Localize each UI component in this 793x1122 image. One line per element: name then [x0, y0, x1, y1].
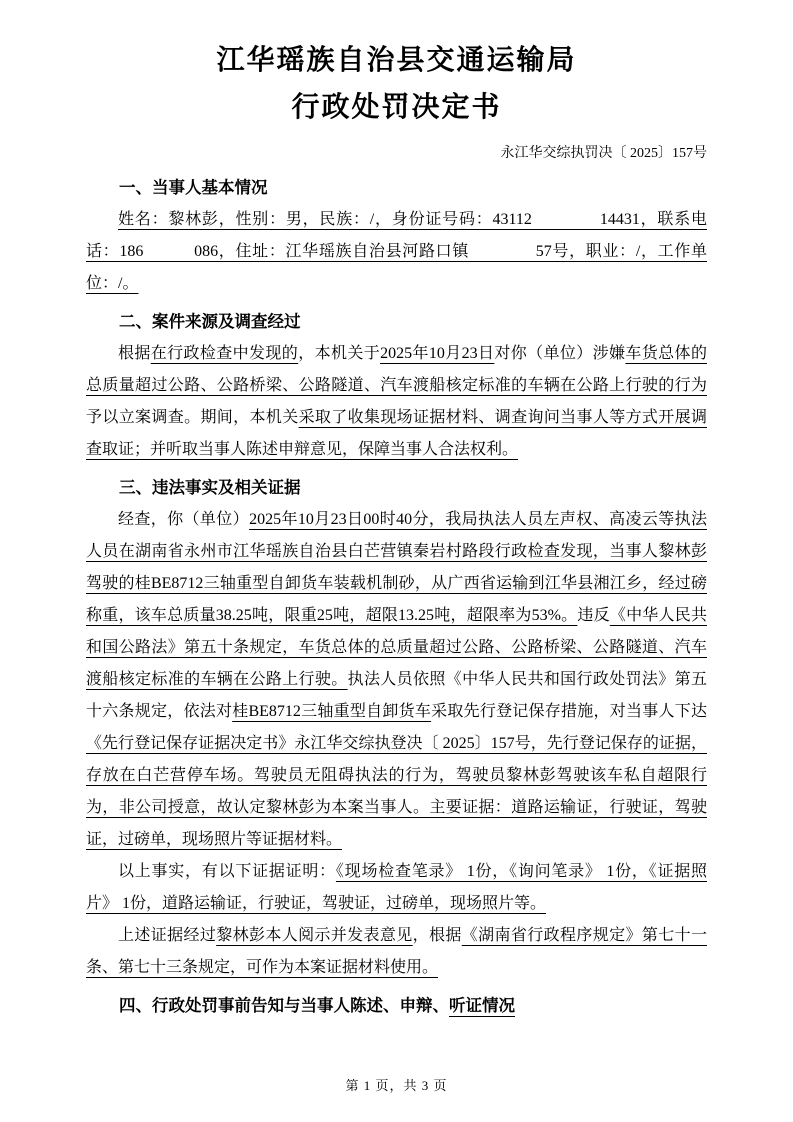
facts-paragraph	[86, 504, 707, 856]
document-title-line2: 行政处罚决定书	[291, 91, 502, 122]
evidence-list-paragraph	[86, 856, 707, 920]
template-text: ，本机关于	[298, 345, 381, 362]
section-facts-evidence	[86, 472, 707, 984]
filled-in-text: 桂BE8712三轴重型自卸货车	[232, 703, 432, 720]
filled-in-text: 姓名：黎林彭，性别：男，民族：/，身份证号码：43112 14431，联系电话：186 086，住址：江华瑶族自治县河路口镇 57号，职业：/，工作单位：/。	[86, 211, 707, 292]
evidence-review-paragraph	[86, 920, 707, 984]
template-text: 采取先行登记保存措施，对当事人下达	[431, 703, 707, 720]
section-2-heading	[86, 306, 707, 338]
template-text: 违反	[577, 607, 610, 624]
filled-in-text: 2025年10月23日	[380, 345, 495, 362]
template-text: 根据	[118, 345, 151, 362]
template-text: 经查，你（单位）	[118, 511, 250, 528]
template-text: 予以立案调查。期间，本机关	[86, 409, 299, 426]
section-1-heading	[86, 172, 707, 204]
filled-in-text: 在行政检查中发现的	[150, 345, 299, 362]
case-source-paragraph	[86, 338, 707, 466]
filled-in-text: 《中华人民共和国公路法》第五十条规定，车货总体的总质量超过公路、公路桥梁、公路隧道、汽车渡船核定标准的车辆在公路上行驶。	[86, 607, 707, 688]
filled-in-text: 《现场检查笔录》 1份，《询问笔录》 1份，《证据照片》 1份，道路运输证，行驶证，驾驶证，过磅单，现场照片等。	[86, 863, 707, 912]
filled-in-text: 采取了收集现场证据材料、调查询问当事人等方式开展调查取证；并听取当事人陈述申辩意见，保障当事人合法权利。	[86, 409, 707, 458]
section-3-heading	[86, 472, 707, 504]
template-text: 执法人员依照《中华人民共和国行政处罚法》第五十六条规定，依法对	[86, 671, 707, 720]
filled-in-text: 2025年10月23日00时40分，我局执法人员左声权、高凌云等执法人员在湖南省永州市江华瑶族自治县白芒营镇秦岩村路段行政检查发现，当事人黎林彭驾驶的桂BE8712三轴重型自卸货车装载机制砂，从广西省运输到江华县湘江乡，经过磅称重，该车总质量38.25吨，限重25吨，超限13.25吨，超限率为53%。	[86, 511, 707, 624]
filled-in-text: 黎林彭本人阅示并发表意见	[216, 927, 413, 944]
section-case-source	[86, 306, 707, 466]
template-text: 上述证据经过	[118, 927, 217, 944]
template-text: 对你（单位）涉嫌	[494, 345, 626, 362]
section-prior-notice	[86, 990, 707, 1022]
filled-in-text: 《湖南省行政程序规定》第七十一条、第七十三条规定，可作为本案证据材料使用。	[86, 927, 707, 976]
document-title-line1: 江华瑶族自治县交通运输局	[216, 44, 577, 75]
section-party-info	[86, 172, 707, 300]
filled-in-text: 车货总体的总质量超过公路、公路桥梁、公路隧道、汽车渡船核定标准的车辆在公路上行驶的行为	[86, 345, 707, 394]
template-text: 三、违法事实及相关证据	[119, 479, 301, 497]
template-text: ，根据	[412, 927, 462, 944]
document-number: 永江华交综执罚决〔 2025〕157号	[500, 146, 707, 161]
page-footer: 第 1 页，共 3 页	[345, 1078, 448, 1093]
template-text: 一、当事人基本情况	[119, 179, 268, 197]
template-text: 以上事实，有以下证据证明：	[118, 863, 336, 880]
template-text: 四、行政处罚事前告知与当事人陈述、申辩、	[119, 997, 449, 1015]
party-info-paragraph	[86, 204, 707, 300]
template-text: 二、案件来源及调查经过	[119, 313, 301, 331]
filled-in-text: 听证情况	[449, 997, 515, 1015]
section-4-heading	[86, 990, 707, 1022]
filled-in-text: 《先行登记保存证据决定书》永江华交综执登决〔 2025〕157号，先行登记保存的证据，存放在白芒营停车场。驾驶员无阻碍执法的行为，驾驶员黎林彭驾驶该车私自超限行为，非公司授意，故认定黎林彭为本案当事人。主要证据：道路运输证，行驶证，驾驶证，过磅单，现场照片等证据材料。	[86, 735, 707, 848]
